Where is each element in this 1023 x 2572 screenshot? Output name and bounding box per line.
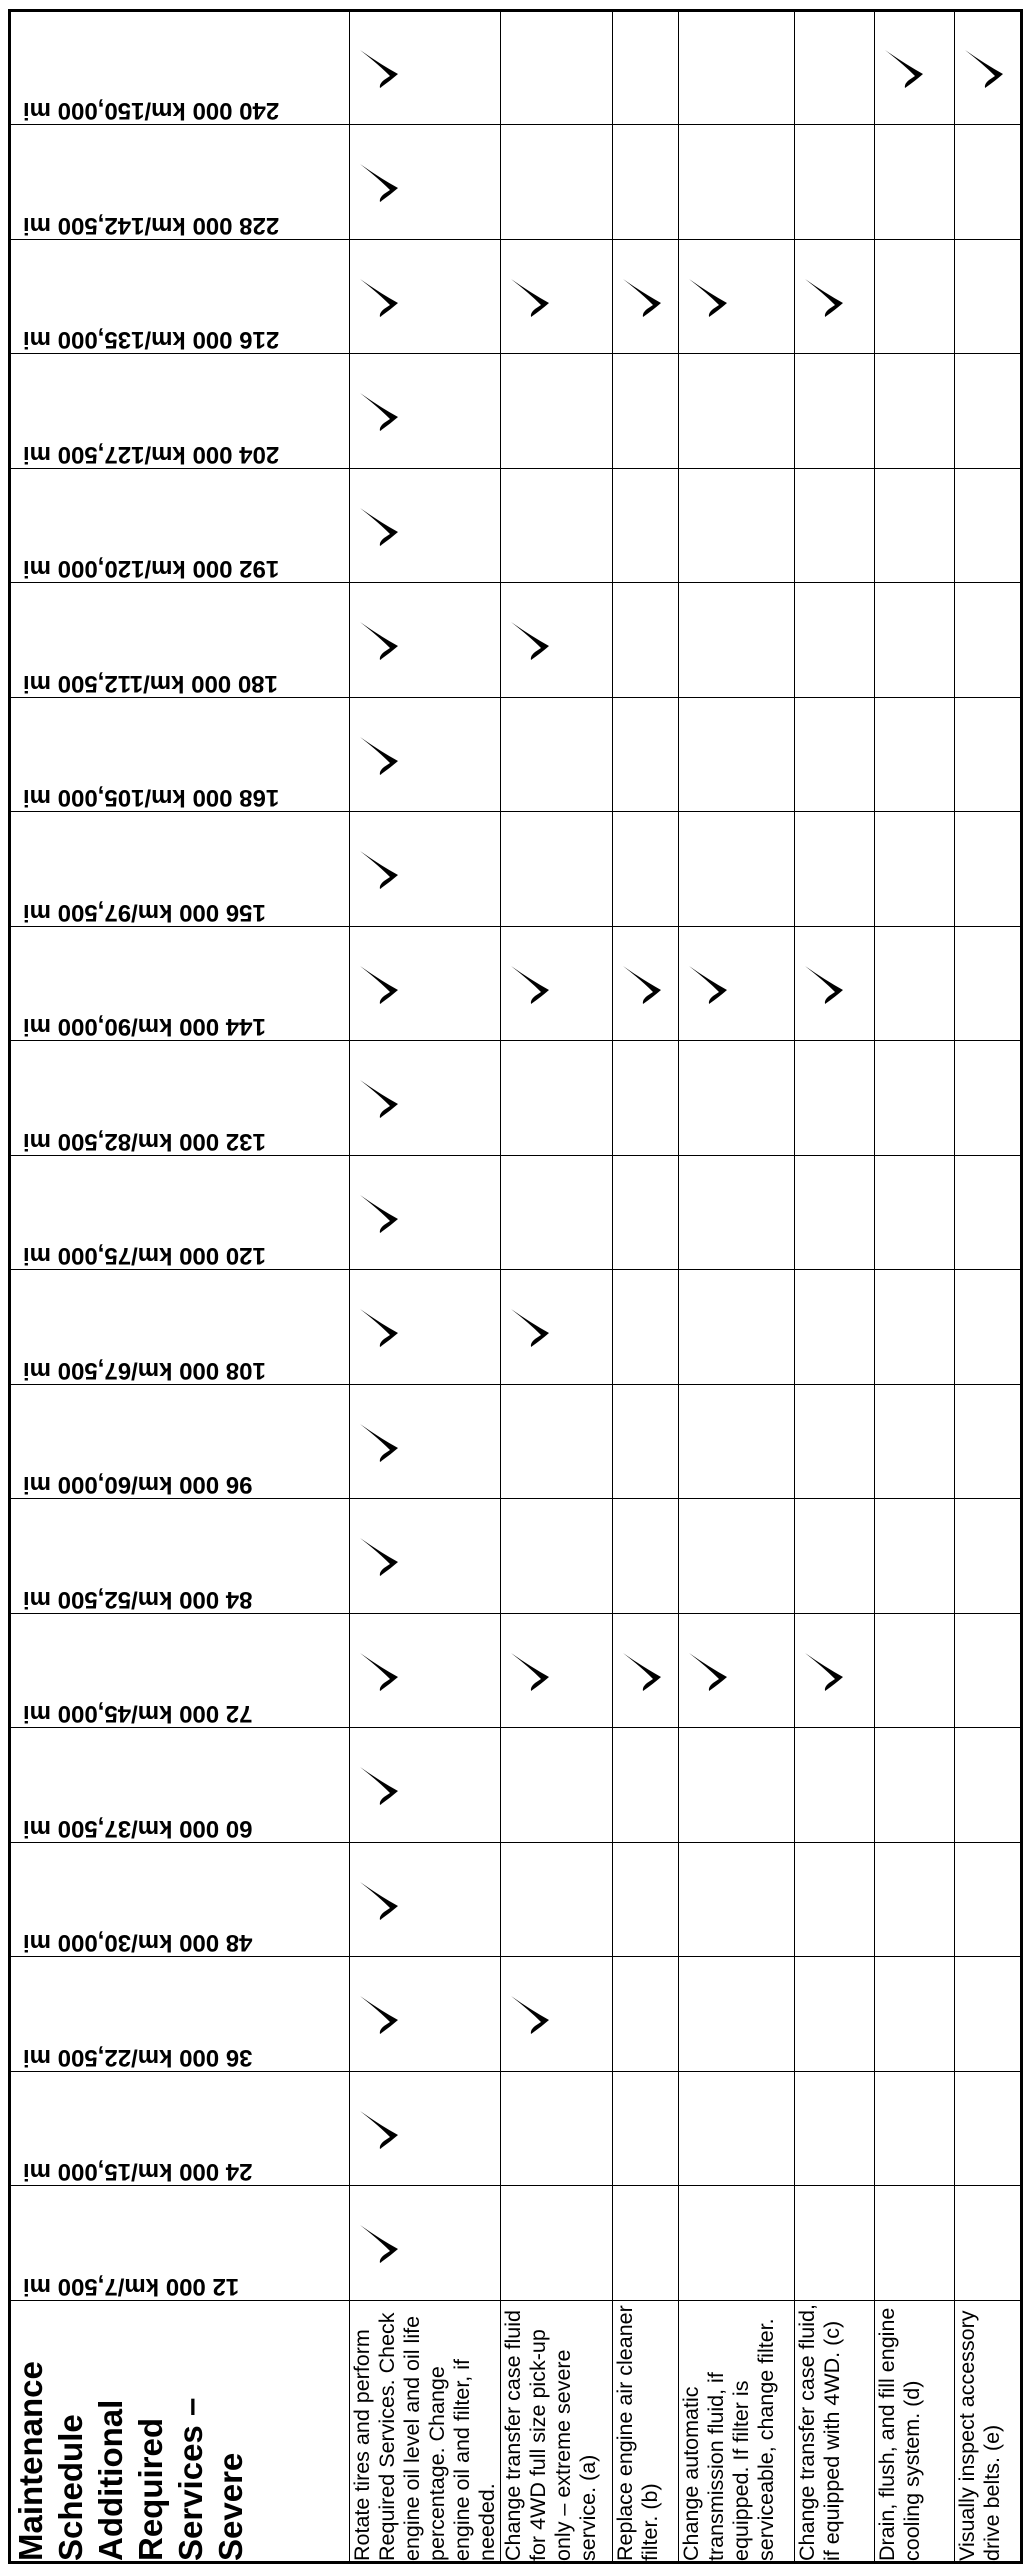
interval-label: 120 000 km/75,000 mi bbox=[23, 1242, 266, 1270]
schedule-cell bbox=[501, 927, 613, 1042]
interval-label: 36 000 km/22,500 mi bbox=[23, 2044, 253, 2071]
checkmark-icon bbox=[613, 954, 673, 1014]
schedule-cell bbox=[350, 1156, 501, 1271]
interval-header bbox=[10, 1385, 350, 1500]
interval-label: 216 000 km/135,000 mi bbox=[23, 326, 280, 354]
interval-label: 96 000 km/60,000 mi bbox=[23, 1471, 253, 1499]
checkmark-icon bbox=[795, 954, 855, 1014]
checkmark-icon bbox=[350, 496, 410, 556]
schedule-cell bbox=[350, 469, 501, 584]
schedule-cell bbox=[613, 469, 679, 584]
interval-header bbox=[10, 2186, 350, 2301]
schedule-cell bbox=[613, 927, 679, 1042]
schedule-cell bbox=[501, 1728, 613, 1843]
checkmark-icon bbox=[795, 267, 855, 327]
schedule-cell bbox=[679, 1843, 795, 1958]
schedule-cell bbox=[350, 2072, 501, 2187]
schedule-cell bbox=[613, 1041, 679, 1156]
schedule-cell bbox=[350, 240, 501, 355]
interval-label: 228 000 km/142,500 mi bbox=[23, 212, 280, 239]
schedule-cell bbox=[955, 469, 1022, 584]
schedule-cell bbox=[875, 1270, 955, 1385]
interval-header bbox=[10, 11, 350, 126]
checkmark-icon bbox=[350, 610, 410, 670]
schedule-cell bbox=[350, 583, 501, 698]
schedule-cell bbox=[679, 1041, 795, 1156]
schedule-cell bbox=[679, 1499, 795, 1614]
checkmark-icon bbox=[795, 1641, 855, 1701]
schedule-cell bbox=[795, 1270, 875, 1385]
interval-label: 60 000 km/37,500 mi bbox=[23, 1815, 253, 1842]
interval-header bbox=[10, 240, 350, 355]
schedule-cell bbox=[501, 812, 613, 927]
schedule-cell bbox=[501, 240, 613, 355]
maintenance-schedule-table bbox=[8, 9, 1023, 2564]
schedule-cell bbox=[501, 2186, 613, 2301]
schedule-cell bbox=[350, 125, 501, 240]
schedule-cell bbox=[350, 698, 501, 813]
service-label: Change transfer case fluid, if equipped with 4WD. (c) bbox=[795, 2301, 875, 2563]
interval-header bbox=[10, 1499, 350, 1614]
checkmark-icon bbox=[613, 267, 673, 327]
schedule-cell bbox=[613, 1385, 679, 1500]
checkmark-icon bbox=[501, 267, 561, 327]
schedule-cell bbox=[955, 1499, 1022, 1614]
schedule-cell bbox=[613, 240, 679, 355]
schedule-cell bbox=[679, 927, 795, 1042]
schedule-cell bbox=[875, 1156, 955, 1271]
schedule-cell bbox=[875, 240, 955, 355]
checkmark-icon bbox=[613, 1641, 673, 1701]
schedule-cell bbox=[955, 1041, 1022, 1156]
schedule-cell bbox=[679, 469, 795, 584]
schedule-cell bbox=[501, 469, 613, 584]
schedule-cell bbox=[875, 812, 955, 927]
interval-header bbox=[10, 1614, 350, 1729]
interval-header bbox=[10, 1156, 350, 1271]
schedule-cell bbox=[795, 240, 875, 355]
schedule-cell bbox=[501, 1156, 613, 1271]
service-label: Rotate tires and perform Required Services. Check engine oil level and oil life percentage. Change engine oil and filter, if needed. bbox=[350, 2301, 501, 2563]
schedule-cell bbox=[955, 354, 1022, 469]
schedule-cell bbox=[679, 125, 795, 240]
schedule-cell bbox=[875, 927, 955, 1042]
schedule-cell bbox=[613, 583, 679, 698]
schedule-cell bbox=[501, 1614, 613, 1729]
schedule-cell bbox=[795, 469, 875, 584]
schedule-cell bbox=[613, 2186, 679, 2301]
interval-label: 144 000 km/90,000 mi bbox=[23, 1013, 266, 1041]
checkmark-icon bbox=[501, 954, 561, 1014]
checkmark-icon bbox=[501, 1641, 561, 1701]
schedule-cell bbox=[795, 2072, 875, 2187]
checkmark-icon bbox=[501, 610, 561, 670]
checkmark-icon bbox=[350, 1984, 410, 2044]
schedule-cell bbox=[613, 125, 679, 240]
checkmark-icon bbox=[350, 2099, 410, 2159]
interval-label: 168 000 km/105,000 mi bbox=[23, 784, 280, 812]
interval-label: 24 000 km/15,000 mi bbox=[23, 2158, 253, 2186]
service-row bbox=[350, 11, 501, 2563]
schedule-cell bbox=[955, 2072, 1022, 2187]
schedule-cell bbox=[795, 698, 875, 813]
schedule-cell bbox=[795, 1041, 875, 1156]
schedule-cell bbox=[613, 1270, 679, 1385]
schedule-cell bbox=[501, 698, 613, 813]
schedule-cell bbox=[679, 1385, 795, 1500]
schedule-cell bbox=[613, 11, 679, 126]
checkmark-icon bbox=[350, 381, 410, 441]
schedule-cell bbox=[875, 125, 955, 240]
schedule-cell bbox=[955, 1156, 1022, 1271]
service-row bbox=[955, 11, 1022, 2563]
schedule-cell bbox=[875, 469, 955, 584]
schedule-cell bbox=[613, 1499, 679, 1614]
service-label: Change automatic transmission fluid, if equipped. If filter is serviceable, change filter. bbox=[679, 2301, 795, 2563]
schedule-cell bbox=[350, 1728, 501, 1843]
checkmark-icon bbox=[350, 1183, 410, 1243]
schedule-cell bbox=[875, 2072, 955, 2187]
schedule-cell bbox=[795, 1156, 875, 1271]
interval-header bbox=[10, 1728, 350, 1843]
schedule-cell bbox=[679, 1957, 795, 2072]
schedule-cell bbox=[955, 1614, 1022, 1729]
schedule-cell bbox=[501, 1385, 613, 1500]
interval-label: 156 000 km/97,500 mi bbox=[23, 899, 266, 926]
schedule-cell bbox=[795, 583, 875, 698]
interval-label: 132 000 km/82,500 mi bbox=[23, 1128, 266, 1155]
schedule-cell bbox=[875, 1499, 955, 1614]
title-line: Additional Required bbox=[92, 2399, 169, 2561]
schedule-cell bbox=[795, 1614, 875, 1729]
schedule-cell bbox=[875, 1957, 955, 2072]
schedule-cell bbox=[350, 1843, 501, 1958]
interval-header bbox=[10, 1957, 350, 2072]
schedule-cell bbox=[875, 11, 955, 126]
interval-label: 48 000 km/30,000 mi bbox=[23, 1929, 253, 1957]
schedule-cell bbox=[679, 2186, 795, 2301]
checkmark-icon bbox=[679, 267, 739, 327]
schedule-cell bbox=[350, 1614, 501, 1729]
schedule-cell bbox=[679, 1614, 795, 1729]
schedule-cell bbox=[679, 698, 795, 813]
schedule-cell bbox=[795, 1728, 875, 1843]
checkmark-icon bbox=[350, 1297, 410, 1357]
checkmark-icon bbox=[350, 1870, 410, 1930]
schedule-cell bbox=[875, 1614, 955, 1729]
schedule-cell bbox=[795, 1957, 875, 2072]
schedule-body bbox=[10, 11, 1022, 2563]
schedule-cell bbox=[350, 11, 501, 126]
schedule-cell bbox=[501, 1270, 613, 1385]
schedule-cell bbox=[613, 2072, 679, 2187]
schedule-cell bbox=[795, 2186, 875, 2301]
schedule-cell bbox=[795, 1499, 875, 1614]
schedule-cell bbox=[350, 927, 501, 1042]
schedule-cell bbox=[501, 583, 613, 698]
service-row bbox=[795, 11, 875, 2563]
schedule-cell bbox=[875, 1041, 955, 1156]
interval-label: 72 000 km/45,000 mi bbox=[23, 1700, 253, 1728]
schedule-cell bbox=[955, 1728, 1022, 1843]
checkmark-icon bbox=[350, 1641, 410, 1701]
schedule-cell bbox=[679, 1156, 795, 1271]
schedule-cell bbox=[613, 1156, 679, 1271]
schedule-cell bbox=[350, 1270, 501, 1385]
schedule-cell bbox=[875, 698, 955, 813]
schedule-cell bbox=[613, 1843, 679, 1958]
checkmark-icon bbox=[350, 267, 410, 327]
checkmark-icon bbox=[350, 839, 410, 899]
checkmark-icon bbox=[350, 1068, 410, 1128]
schedule-cell bbox=[679, 354, 795, 469]
schedule-cell bbox=[875, 1843, 955, 1958]
schedule-cell bbox=[955, 240, 1022, 355]
interval-label: 204 000 km/127,500 mi bbox=[23, 441, 280, 468]
interval-header bbox=[10, 927, 350, 1042]
schedule-cell bbox=[955, 11, 1022, 126]
schedule-cell bbox=[501, 125, 613, 240]
schedule-cell bbox=[613, 1614, 679, 1729]
interval-label: 108 000 km/67,500 mi bbox=[23, 1357, 266, 1384]
schedule-cell bbox=[350, 1957, 501, 2072]
schedule-cell bbox=[795, 927, 875, 1042]
service-label: Visually inspect accessory drive belts. (e) bbox=[955, 2301, 1022, 2563]
schedule-cell bbox=[875, 583, 955, 698]
interval-header bbox=[10, 583, 350, 698]
schedule-cell bbox=[955, 1270, 1022, 1385]
schedule-cell bbox=[350, 354, 501, 469]
schedule-cell bbox=[501, 1843, 613, 1958]
service-row bbox=[613, 11, 679, 2563]
schedule-cell bbox=[679, 2072, 795, 2187]
schedule-cell bbox=[501, 1957, 613, 2072]
title-line: Services – Severe bbox=[172, 2397, 249, 2561]
schedule-cell bbox=[679, 11, 795, 126]
rotated-page bbox=[8, 12, 1004, 2564]
schedule-cell bbox=[350, 1385, 501, 1500]
interval-label: 12 000 km/7,500 mi bbox=[23, 2273, 240, 2300]
interval-label: 180 000 km/112,500 mi bbox=[23, 670, 278, 697]
schedule-cell bbox=[501, 2072, 613, 2187]
interval-header bbox=[10, 1041, 350, 1156]
schedule-cell bbox=[501, 11, 613, 126]
checkmark-icon bbox=[955, 38, 1015, 98]
schedule-cell bbox=[501, 1499, 613, 1614]
schedule-cell bbox=[350, 812, 501, 927]
checkmark-icon bbox=[350, 1755, 410, 1815]
schedule-cell bbox=[679, 1270, 795, 1385]
schedule-cell bbox=[875, 1728, 955, 1843]
checkmark-icon bbox=[501, 1984, 561, 2044]
schedule-cell bbox=[613, 1728, 679, 1843]
checkmark-icon bbox=[875, 38, 935, 98]
schedule-cell bbox=[679, 583, 795, 698]
service-row bbox=[501, 11, 613, 2563]
schedule-cell bbox=[955, 927, 1022, 1042]
schedule-cell bbox=[350, 2186, 501, 2301]
interval-header bbox=[10, 698, 350, 813]
schedule-cell bbox=[613, 698, 679, 813]
checkmark-icon bbox=[350, 725, 410, 785]
schedule-cell bbox=[679, 1728, 795, 1843]
checkmark-icon bbox=[350, 152, 410, 212]
title-line: Maintenance Schedule bbox=[12, 2361, 89, 2561]
schedule-cell bbox=[955, 698, 1022, 813]
schedule-cell bbox=[955, 1843, 1022, 1958]
checkmark-icon bbox=[350, 1412, 410, 1472]
schedule-cell bbox=[613, 1957, 679, 2072]
checkmark-icon bbox=[350, 954, 410, 1014]
schedule-cell bbox=[955, 812, 1022, 927]
schedule-cell bbox=[613, 354, 679, 469]
service-label: Change transfer case fluid for 4WD full size pick-up only – extreme severe service. (a) bbox=[501, 2301, 613, 2563]
interval-label: 192 000 km/120,000 mi bbox=[23, 555, 280, 583]
schedule-cell bbox=[795, 354, 875, 469]
schedule-cell bbox=[875, 1385, 955, 1500]
interval-header bbox=[10, 812, 350, 927]
schedule-cell bbox=[955, 125, 1022, 240]
header-row bbox=[10, 11, 350, 2563]
interval-header bbox=[10, 354, 350, 469]
schedule-cell bbox=[350, 1499, 501, 1614]
interval-label: 240 000 km/150,000 mi bbox=[23, 97, 280, 125]
schedule-cell bbox=[501, 1041, 613, 1156]
checkmark-icon bbox=[350, 1526, 410, 1586]
interval-header bbox=[10, 1270, 350, 1385]
service-row bbox=[679, 11, 795, 2563]
interval-header bbox=[10, 469, 350, 584]
schedule-cell bbox=[350, 1041, 501, 1156]
schedule-cell bbox=[875, 2186, 955, 2301]
schedule-cell bbox=[501, 354, 613, 469]
interval-header bbox=[10, 2072, 350, 2187]
checkmark-icon bbox=[350, 2213, 410, 2273]
checkmark-icon bbox=[501, 1297, 561, 1357]
schedule-cell bbox=[955, 1957, 1022, 2072]
checkmark-icon bbox=[679, 954, 739, 1014]
interval-label: 84 000 km/52,500 mi bbox=[23, 1586, 253, 1613]
schedule-cell bbox=[955, 583, 1022, 698]
schedule-cell bbox=[795, 11, 875, 126]
schedule-cell bbox=[679, 240, 795, 355]
interval-header bbox=[10, 125, 350, 240]
schedule-cell bbox=[955, 2186, 1022, 2301]
schedule-cell bbox=[955, 1385, 1022, 1500]
checkmark-icon bbox=[350, 38, 410, 98]
checkmark-icon bbox=[679, 1641, 739, 1701]
schedule-cell bbox=[795, 1385, 875, 1500]
service-label: Drain, flush, and fill engine cooling system. (d) bbox=[875, 2301, 955, 2563]
schedule-cell bbox=[795, 1843, 875, 1958]
schedule-cell bbox=[795, 812, 875, 927]
service-row bbox=[875, 11, 955, 2563]
interval-header bbox=[10, 1843, 350, 1958]
schedule-cell bbox=[679, 812, 795, 927]
schedule-cell bbox=[875, 354, 955, 469]
schedule-cell bbox=[613, 812, 679, 927]
schedule-cell bbox=[795, 125, 875, 240]
service-label: Replace engine air cleaner filter. (b) bbox=[613, 2301, 679, 2563]
schedule-title bbox=[10, 2301, 350, 2563]
